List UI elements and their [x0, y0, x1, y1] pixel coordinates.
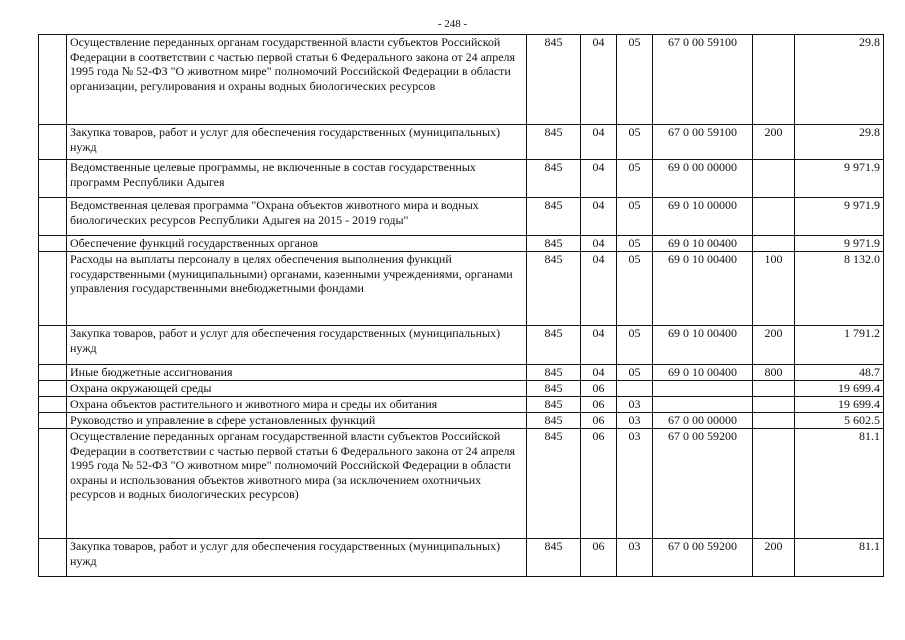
subsection-code: 03	[617, 397, 653, 413]
target-article-code: 69 0 00 00000	[653, 160, 753, 198]
expense-type-code	[753, 236, 795, 252]
table-row	[39, 397, 884, 413]
section-code: 06	[581, 539, 617, 577]
ministry-code: 845	[527, 413, 581, 429]
blank-cell	[39, 429, 67, 539]
item-name: Закупка товаров, работ и услуг для обеспечения государственных (муниципальных) нужд	[67, 125, 527, 160]
amount: 81.1	[795, 429, 884, 539]
table-row	[39, 252, 884, 326]
target-article-code: 69 0 10 00400	[653, 252, 753, 326]
ministry-code: 845	[527, 35, 581, 125]
ministry-code: 845	[527, 252, 581, 326]
target-article-code: 67 0 00 59200	[653, 539, 753, 577]
blank-cell	[39, 125, 67, 160]
subsection-code: 05	[617, 236, 653, 252]
expense-type-code: 200	[753, 125, 795, 160]
ministry-code: 845	[527, 397, 581, 413]
table-row	[39, 539, 884, 577]
section-code: 04	[581, 125, 617, 160]
blank-cell	[39, 160, 67, 198]
section-code: 04	[581, 160, 617, 198]
table-row	[39, 198, 884, 236]
expense-type-code: 200	[753, 539, 795, 577]
target-article-code: 67 0 00 59100	[653, 125, 753, 160]
table-row	[39, 160, 884, 198]
blank-cell	[39, 397, 67, 413]
amount: 48.7	[795, 365, 884, 381]
item-name: Охрана объектов растительного и животного мира и среды их обитания	[67, 397, 527, 413]
subsection-code	[617, 381, 653, 397]
subsection-code: 05	[617, 35, 653, 125]
amount: 9 971.9	[795, 236, 884, 252]
expense-type-code	[753, 198, 795, 236]
table-row	[39, 35, 884, 125]
expense-type-code	[753, 381, 795, 397]
budget-table	[38, 34, 884, 577]
section-code: 04	[581, 365, 617, 381]
subsection-code: 03	[617, 413, 653, 429]
item-name: Ведомственная целевая программа "Охрана объектов животного мира и водных биологических ресурсов Республики Адыгея на 2015 - 2019 годы"	[67, 198, 527, 236]
ministry-code: 845	[527, 429, 581, 539]
expense-type-code	[753, 429, 795, 539]
target-article-code: 67 0 00 59100	[653, 35, 753, 125]
target-article-code	[653, 381, 753, 397]
blank-cell	[39, 381, 67, 397]
section-code: 04	[581, 35, 617, 125]
item-name: Ведомственные целевые программы, не включенные в состав государственных программ Республики Адыгея	[67, 160, 527, 198]
item-name: Руководство и управление в сфере установленных функций	[67, 413, 527, 429]
page-number: - 248 -	[437, 18, 468, 30]
blank-cell	[39, 413, 67, 429]
section-code: 06	[581, 413, 617, 429]
table-row	[39, 365, 884, 381]
expense-type-code	[753, 397, 795, 413]
section-code: 04	[581, 236, 617, 252]
ministry-code: 845	[527, 160, 581, 198]
amount: 29.8	[795, 125, 884, 160]
ministry-code: 845	[527, 198, 581, 236]
item-name: Осуществление переданных органам государственной власти субъектов Российской Федерации в соответствии с частью первой статьи 6 Федерального закона от 24 апреля 1995 года № 52-ФЗ "О животном мире" полномочий Российской Федерации в области охраны и использования объектов животного мира (за исключением охотничьих ресурсов и водных биологических ресурсов)	[67, 429, 527, 539]
amount: 29.8	[795, 35, 884, 125]
item-name: Иные бюджетные ассигнования	[67, 365, 527, 381]
section-code: 06	[581, 429, 617, 539]
target-article-code	[653, 397, 753, 413]
expense-type-code: 200	[753, 326, 795, 365]
blank-cell	[39, 326, 67, 365]
amount: 19 699.4	[795, 381, 884, 397]
expense-type-code	[753, 35, 795, 125]
ministry-code: 845	[527, 125, 581, 160]
subsection-code: 03	[617, 539, 653, 577]
amount: 5 602.5	[795, 413, 884, 429]
ministry-code: 845	[527, 381, 581, 397]
blank-cell	[39, 365, 67, 381]
blank-cell	[39, 198, 67, 236]
target-article-code: 69 0 10 00400	[653, 236, 753, 252]
amount: 1 791.2	[795, 326, 884, 365]
section-code: 04	[581, 326, 617, 365]
item-name: Охрана окружающей среды	[67, 381, 527, 397]
ministry-code: 845	[527, 326, 581, 365]
table-row	[39, 326, 884, 365]
amount: 8 132.0	[795, 252, 884, 326]
subsection-code: 03	[617, 429, 653, 539]
item-name: Расходы на выплаты персоналу в целях обеспечения выполнения функций государственными (муниципальными) органами, казенными учреждениями, органами управления государственными внебюджетными фондами	[67, 252, 527, 326]
blank-cell	[39, 35, 67, 125]
target-article-code: 67 0 00 00000	[653, 413, 753, 429]
table-row	[39, 413, 884, 429]
section-code: 06	[581, 381, 617, 397]
section-code: 06	[581, 397, 617, 413]
table-row	[39, 125, 884, 160]
item-name: Закупка товаров, работ и услуг для обеспечения государственных (муниципальных) нужд	[67, 326, 527, 365]
target-article-code: 67 0 00 59200	[653, 429, 753, 539]
table-row	[39, 236, 884, 252]
expense-type-code: 100	[753, 252, 795, 326]
target-article-code: 69 0 10 00000	[653, 198, 753, 236]
ministry-code: 845	[527, 539, 581, 577]
amount: 9 971.9	[795, 198, 884, 236]
blank-cell	[39, 236, 67, 252]
expense-type-code	[753, 160, 795, 198]
item-name: Осуществление переданных органам государственной власти субъектов Российской Федерации в соответствии с частью первой статьи 6 Федерального закона от 24 апреля 1995 года № 52-ФЗ "О животном мире" полномочий Российской Федерации в области организации, регулирования и охраны водных биологических ресурсов	[67, 35, 527, 125]
subsection-code: 05	[617, 125, 653, 160]
target-article-code: 69 0 10 00400	[653, 365, 753, 381]
expense-type-code	[753, 413, 795, 429]
table-row	[39, 429, 884, 539]
section-code: 04	[581, 198, 617, 236]
blank-cell	[39, 252, 67, 326]
subsection-code: 05	[617, 198, 653, 236]
section-code: 04	[581, 252, 617, 326]
subsection-code: 05	[617, 326, 653, 365]
target-article-code: 69 0 10 00400	[653, 326, 753, 365]
item-name: Обеспечение функций государственных органов	[67, 236, 527, 252]
item-name: Закупка товаров, работ и услуг для обеспечения государственных (муниципальных) нужд	[67, 539, 527, 577]
blank-cell	[39, 539, 67, 577]
subsection-code: 05	[617, 365, 653, 381]
expense-type-code: 800	[753, 365, 795, 381]
ministry-code: 845	[527, 236, 581, 252]
amount: 19 699.4	[795, 397, 884, 413]
ministry-code: 845	[527, 365, 581, 381]
subsection-code: 05	[617, 252, 653, 326]
amount: 81.1	[795, 539, 884, 577]
amount: 9 971.9	[795, 160, 884, 198]
table-row	[39, 381, 884, 397]
subsection-code: 05	[617, 160, 653, 198]
